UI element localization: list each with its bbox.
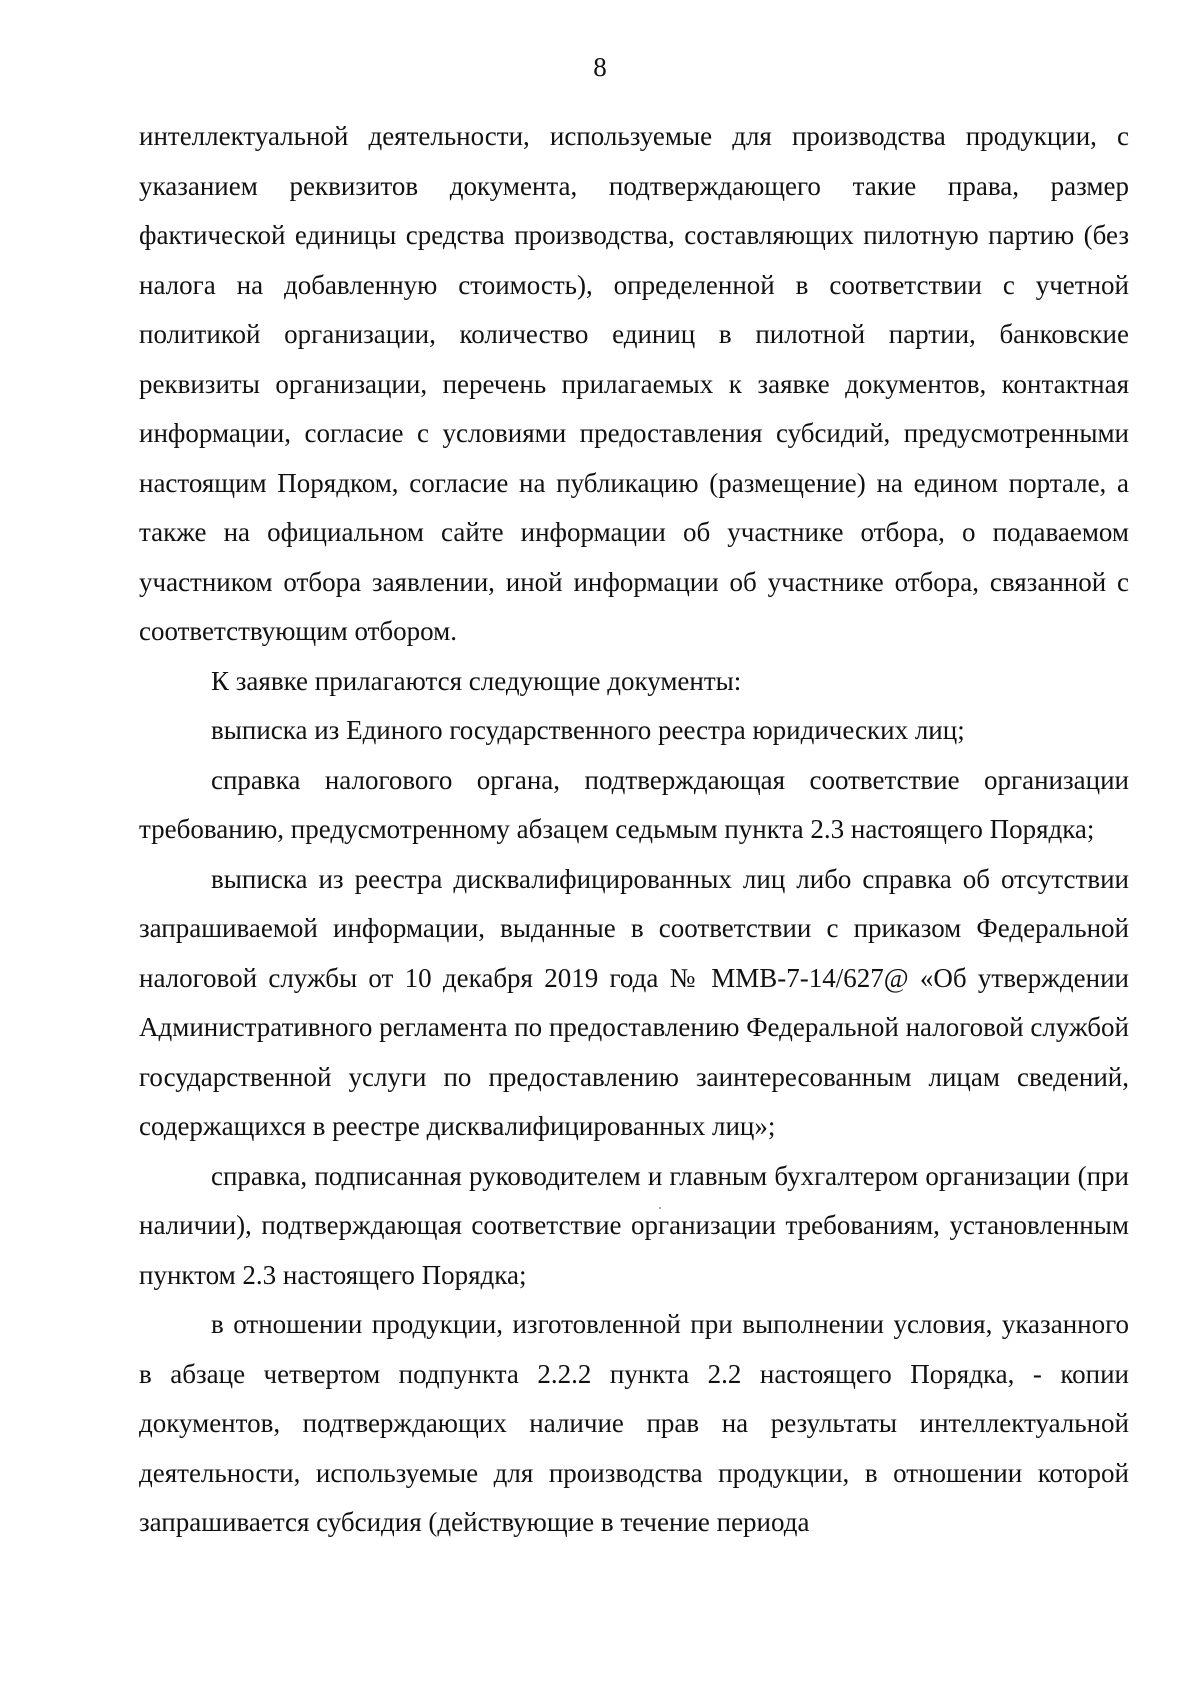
paragraph-continuation: интеллектуальной деятельности, используемые для производства продукции, с указанием реквизитов документа, подтверждающего такие права, размер фактической единицы средства производства, составляющих пилотную партию (без налога на добавленную стоимость), определенной в соответствии с учетной политикой организации, количество единиц в пилотной партии, банковские реквизиты организации, перечень прилагаемых к заявке документов, контактная информации, согласие с условиями предоставления субсидий, предусмотренными настоящим Порядком, согласие на публикацию (размещение) на едином портале, а также на официальном сайте информации об участнике отбора, о подаваемом участником отбора заявлении, иной информации об участнике отбора, связанной с соответствующим отбором. [139,121,1129,646]
paragraph-tax-certificate: справка налогового органа, подтверждающая соответствие организации требованию, предусмотренному абзацем седьмым пункта 2.3 настоящего Порядка; [139,764,1129,844]
page-number: 8 [593,52,607,82]
document-body [139,112,1129,1548]
paragraph-egrul-extract: выписка из Единого государственного реестра юридических лиц; [211,715,965,745]
paragraph-attachments-intro: К заявке прилагаются следующие документы: [211,665,742,696]
paragraph-disqualified-registry: выписка из реестра дисквалифицированных лиц либо справка об отсутствии запрашиваемой информации, выданные в соответствии с приказом Федеральной налоговой службы от 10 декабря 2019 года № ММВ-7-14/627@ «Об утверждении Административного регламента по предоставлению Федеральной налоговой службой государственной услуги по предоставлению заинтересованным лицам сведений, содержащихся в реестре дисквалифицированных лиц»; [139,863,1129,1141]
paragraph-signed-certificate: справка, подписанная руководителем и главным бухгалтером организации (при наличии), подтверждающая соответствие организации требованиям, установленным пунктом 2.3 настоящего Порядка; [139,1160,1129,1290]
scan-speck [659,1207,661,1209]
paragraph-ip-documents: в отношении продукции, изготовленной при выполнении условия, указанного в абзаце четвертом подпункта 2.2.2 пункта 2.2 настоящего Порядка, - копии документов, подтверждающих наличие прав на результаты интеллектуальной деятельности, используемые для производства продукции, в отношении которой запрашивается субсидия (действующие в течение периода [139,1309,1129,1537]
